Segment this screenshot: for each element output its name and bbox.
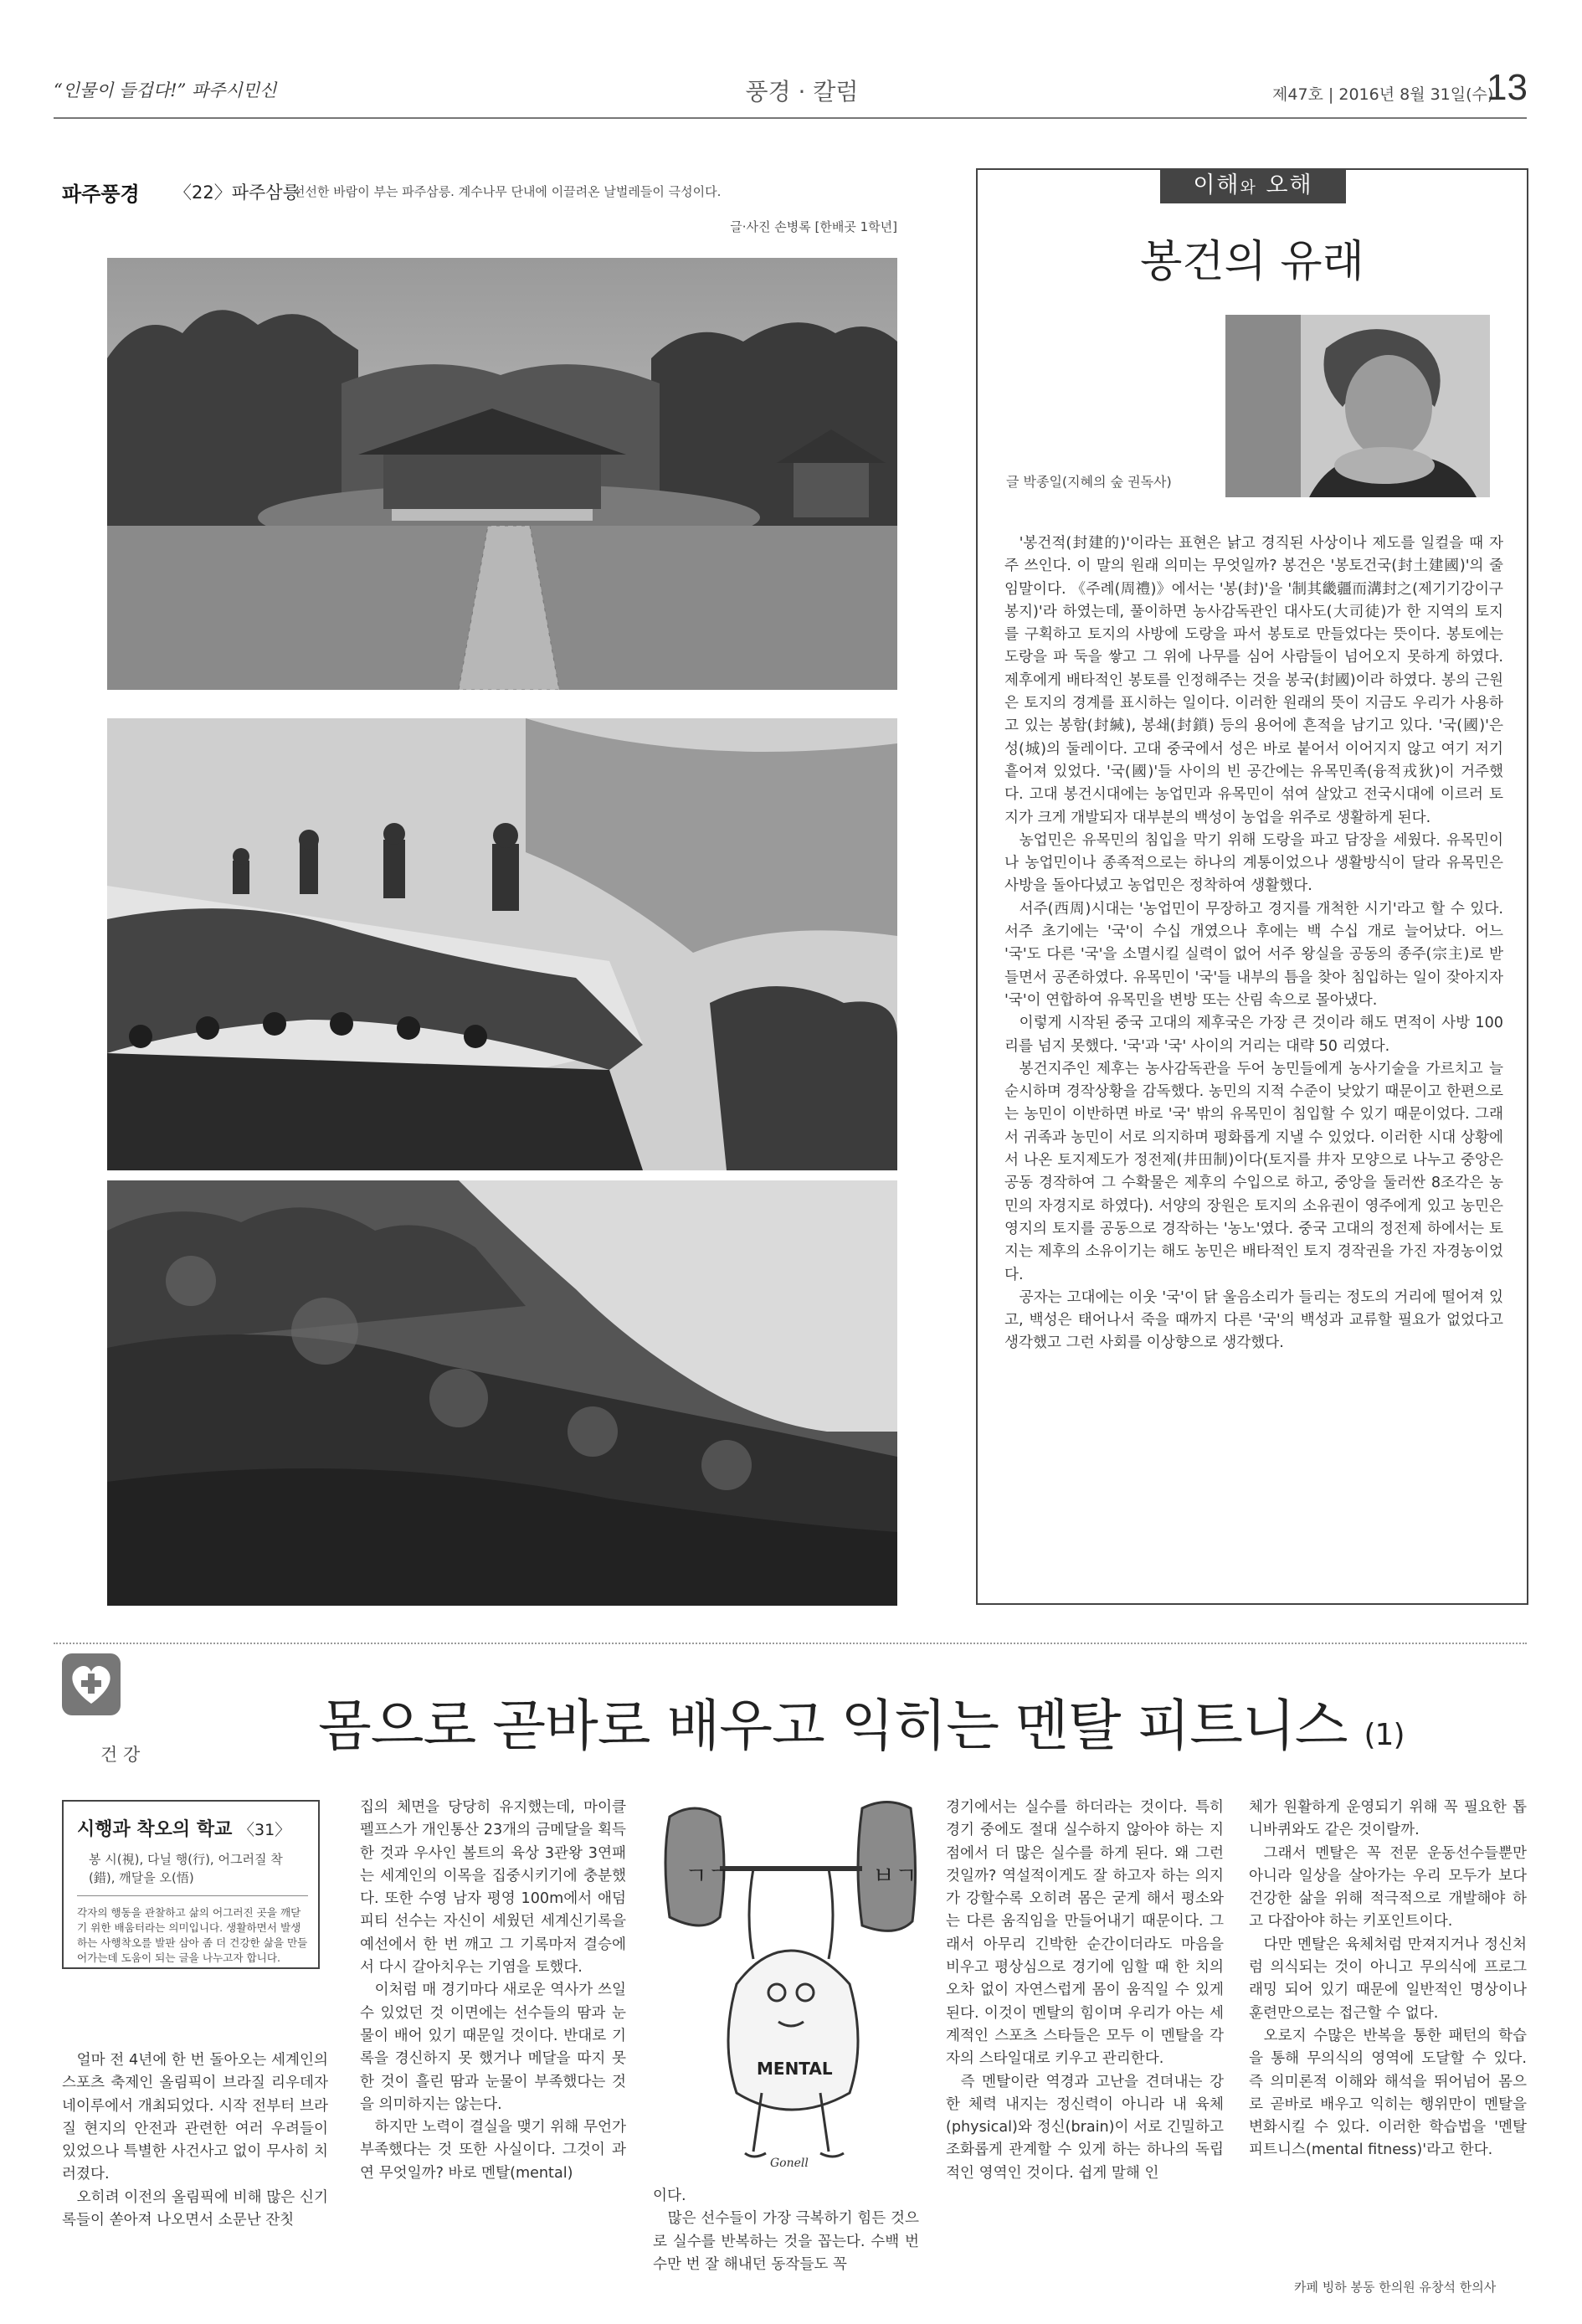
column-paragraph: 공자는 고대에는 이웃 '국'이 닭 울음소리가 들리는 정도의 거리에 떨어져 있고, 백성은 태어나서 죽을 때까지 다른 '국'의 백성과 교류할 필요가 없었다고 생각했고 그런 사회를 이상향으로 생각했다.: [1004, 1288, 1503, 1352]
section-divider: [54, 1643, 1527, 1644]
photo-roof-figures: [107, 718, 897, 1170]
health-paragraph: 그래서 멘탈은 꼭 전문 운동선수들뿐만 아니라 일상을 살아가는 우리 모두가 보다 건강한 삶을 위해 적극적으로 개발해야 하고 다잡아야 하는 키포인트이다.: [1249, 1844, 1527, 1931]
section-header: 풍경 · 칼럼: [745, 78, 859, 105]
sidebar-number: 〈31〉: [239, 1821, 291, 1839]
column-title: 봉건의 유래: [1140, 237, 1364, 287]
health-credit: 카페 빙하 봉동 한의원 유창석 한의사: [1294, 2280, 1497, 2295]
paju-section-label: 파주풍경: [62, 183, 140, 206]
illustration-right-text: ㅂㄱ: [872, 1862, 918, 1890]
health-label: 건 강: [100, 1745, 141, 1765]
health-column-3: [653, 2185, 919, 2276]
column-body: [1004, 532, 1503, 1355]
health-paragraph: 얼마 전 4년에 한 번 돌아오는 세계인의 스포츠 축제인 올림픽이 브라질 리우데자네이루에서 개최되었다. 시작 전부터 브라질 현지의 안전과 관련한 여러 우려들이 있었으나 특별한 사건사고 없이 무사히 치러졌다.: [62, 2052, 328, 2183]
column-tag: [1160, 168, 1346, 203]
author-photo: [1225, 315, 1490, 497]
illustration-left-text: ㄱㄱ: [685, 1862, 731, 1890]
health-paragraph: 즉 멘탈이란 역경과 고난을 견뎌내는 강한 체력 내지는 정신력이 아니라 내 육체(physical)와 정신(brain)이 서로 긴밀하고 조화롭게 관계할 수 있게 하는 하나의 독립적인 영역인 것이다. 쉽게 말해 인: [946, 2073, 1224, 2182]
photo-shrine: [107, 258, 897, 690]
column-tag-and: 와: [1240, 178, 1257, 197]
health-paragraph: 다만 멘탈은 육체처럼 만져지거나 정신처럼 의식되는 것이 아니고 무의식에 프로그래밍 되어 있기 때문에 일반적인 명상이나 훈련만으로는 접근할 수 없다.: [1249, 1936, 1527, 2022]
paju-series-number: 〈22〉파주삼릉: [174, 183, 300, 203]
column-tag-b: 오해: [1266, 172, 1313, 198]
health-paragraph: 이처럼 매 경기마다 새로운 역사가 쓰일 수 있었던 것 이면에는 선수들의 땀과 눈물이 배어 있기 때문일 것이다. 반대로 기록을 경신하지 못 했거나 메달을 따지 못 한 것이 흘린 땀과 눈물이 부족했다는 것을 의미하지는 않는다.: [360, 1982, 626, 2113]
column-paragraph: 이렇게 시작된 중국 고대의 제후국은 가장 큰 것이라 해도 면적이 사방 100 리를 넘지 못했다. '국'과 '국' 사이의 거리는 대략 50 리였다.: [1004, 1015, 1503, 1055]
health-paragraph: 경기에서는 실수를 하더라는 것이다. 특히 경기 중에도 절대 실수하지 않아야 하는 지점에서 더 많은 실수를 하게 된다. 왜 그런 것일까? 역설적이게도 잘 하고자 하는 의지가 강할수록 오히려 몸은 굳게 해서 평소와는 다른 움직임을 만들어내기 때문이다. 그래서 아무리 긴박한 순간이더라도 마음을 비우고 평상심으로 경기에 임할 때 한 치의 오차 없이 자연스럽게 몸이 움직일 수 있게 된다. 이것이 멘탈의 힘이며 우리가 아는 세계적인 스포츠 스타들은 모두 이 멘탈을 각자의 스타일대로 키우고 관리한다.: [946, 1799, 1224, 2068]
health-title-number: (1): [1364, 1718, 1405, 1752]
health-paragraph: 하지만 노력이 결실을 맺기 위해 무언가 부족했다는 것 또한 사실이다. 그것이 과연 무엇일까? 바로 멘탈(mental): [360, 2119, 626, 2182]
sidebar-note: 각자의 행동을 관찰하고 삶의 어그러진 곳을 깨닫기 위한 배움터라는 의미입니다. 생활하면서 발생하는 사행착오를 발판 삼아 좀 더 건강한 삶을 만들어가는데 도움이 되는 글을 나누고자 합니다.: [77, 1906, 308, 1964]
health-column-5: [1249, 1797, 1527, 2162]
paju-caption: 선선한 바람이 부는 파주삼릉. 계수나무 단내에 이끌려온 날벌레들이 극성이다.: [293, 184, 722, 199]
column-paragraph: 서주(西周)시대는 '농업민이 무장하고 경지를 개척한 시기'라고 할 수 있다. 서주 초기에는 '국'이 수십 개였으나 후에는 백 수십 개로 늘어났다. 어느 '국'도 다른 '국'을 소멸시킬 실력이 없어 서주 왕실을 공동의 종주(宗主)로 받들면서 공존하였다. 유목민이 '국'들 내부의 틈을 찾아 침입하는 일이 잦아지자 '국'이 연합하여 유목민을 변방 또는 산림 속으로 몰아냈다.: [1004, 900, 1503, 1009]
sidebar-subtitle: 봉 시(視), 다닐 행(行), 어그러질 착(錯), 깨달을 오(悟): [89, 1852, 283, 1885]
health-column-2: [360, 1797, 626, 2185]
illustration-label: MENTAL: [757, 2059, 833, 2079]
paju-credit: 글·사진 손병록 [한배곳 1학년]: [730, 219, 897, 234]
health-paragraph: 오히려 이전의 올림픽에 비해 많은 신기록들이 쏟아져 나오면서 소문난 잔칫: [62, 2188, 328, 2229]
sidebar-rule: [77, 1895, 308, 1896]
illustration-signature: Gonell: [770, 2157, 809, 2170]
masthead-logo: “인물이 들겁다!” 파주시민신: [54, 80, 277, 100]
health-paragraph: 많은 선수들이 가장 극복하기 힘든 것으로 실수를 반복하는 것을 꼽는다. 수백 번 수만 번 잘 해내던 동작들도 꼭: [653, 2210, 919, 2273]
health-paragraph: 체가 원활하게 운영되기 위해 꼭 필요한 톱니바퀴와도 같은 것이랄까.: [1249, 1799, 1527, 1839]
column-author: 글 박종일(지혜의 숲 권독사): [1006, 474, 1172, 490]
health-column-4: [946, 1797, 1224, 2185]
photo-forest: [107, 1180, 897, 1606]
sidebar-title-text: 시행과 착오의 학교: [77, 1819, 233, 1840]
issue-date: 제47호 | 2016년 8월 31일(수): [1272, 85, 1494, 104]
health-paragraph: 이다.: [653, 2188, 686, 2204]
column-paragraph: '봉건적(封建的)'이라는 표현은 낡고 경직된 사상이나 제도를 일컬을 때 자주 쓰인다. 이 말의 원래 의미는 무엇일까? 봉건은 '봉토건국(封土建國)'의 줄임말이다. 《주례(周禮)》에서는 '봉(封)'을 '制其畿疆而溝封之(제기기강이구봉지)'라 하였는데, 풀이하면 농사감독관인 대사도(大司徒)가 한 지역의 토지를 구획하고 토지의 사방에 도랑을 파서 봉토로 만들었다는 뜻이다. 봉토에는 도랑을 파 둑을 쌓고 그 위에 나무를 심어 사람들이 넘어오지 못하게 하였다. 제후에게 배타적인 봉토를 인정해주는 것을 봉국(封國)이라 하였다. 봉의 근원은 토지의 경계를 표시하는 일이다. 이러한 원래의 뜻이 지금도 우리가 사용하고 있는 봉함(封緘), 봉쇄(封鎖) 등의 용어에 흔적을 남기고 있다. '국(國)'은 성(城)의 둘레이다. 고대 중국에서 성은 바로 붙어서 이어지지 않고 여기 저기 흩어져 있었다. '국(國)'들 사이의 빈 공간에는 유목민족(융적戎狄)이 거주했다. 고대 봉건시대에는 농업민과 유목민이 섞여 살았고 전국시대에 이르러 토지가 크게 개발되자 대부분의 백성이 농업을 위주로 생활하게 된다.: [1004, 535, 1503, 826]
header-rule: [54, 117, 1527, 119]
health-paragraph: 집의 체면을 당당히 유지했는데, 마이클 펠프스가 개인통산 23개의 금메달을 획득한 것과 우사인 볼트의 육상 3관왕 3연패는 세계인의 이목을 집중시키기에 충분했다. 또한 수영 남자 평영 100m에서 애덤 피티 선수는 자신이 세웠던 세계신기록을 예선에서 한 번 깨고 그 기록마저 결승에서 다시 갈아치우는 기염을 토했다.: [360, 1799, 626, 1977]
sidebar-title: [77, 1815, 290, 1841]
mental-illustration: [653, 1792, 924, 2170]
column-paragraph: 봉건지주인 제후는 농사감독관을 두어 농민들에게 농사기술을 가르치고 늘 순시하며 경작상황을 감독했다. 농민의 지적 수준이 낮았기 때문이고 한편으로는 농민이 이반하면 바로 '국' 밖의 유목민이 침입할 수 있기 때문이었다. 그래서 귀족과 농민이 서로 의지하며 평화롭게 지낼 수 있었다. 이러한 시대 상황에서 나온 토지제도가 정전제(井田制)이다(토지를 井자 모양으로 나누고 중앙은 공동 경작하여 그 수확물은 제후의 수입으로 하고, 중앙을 둘러싼 8조각은 농민의 자경지로 하였다). 서양의 장원은 토지의 소유권이 영주에게 있고 농민은 영지의 토지를 공동으로 경작하는 '농노'였다. 중국 고대의 정전제 하에서는 토지는 제후의 소유이기는 해도 농민은 배타적인 토지 경작권을 가진 자경농이었다.: [1004, 1060, 1503, 1283]
column-paragraph: 농업민은 유목민의 침입을 막기 위해 도랑을 파고 담장을 세웠다. 유목민이나 농업민이나 종족적으로는 하나의 계통이었으나 생활방식이 달라 유목민은 사방을 돌아다녔고 농업민은 정착하여 생활했다.: [1004, 831, 1503, 895]
page-number: 13: [1487, 67, 1528, 108]
health-paragraph: 오로지 수많은 반복을 통한 패턴의 학습을 통해 무의식의 영역에 도달할 수 있다. 즉 의미론적 이해와 해석을 뛰어넘어 몸으로 곧바로 배우고 익히는 행위만이 멘탈을 변화시킬 수 있다. 이러한 학습법을 '멘탈 피트니스(mental fitness)'라고 한다.: [1249, 2027, 1527, 2159]
heart-icon: [62, 1653, 121, 1715]
health-title: [318, 1681, 1405, 1761]
health-title-text: 몸으로 곧바로 배우고 익히는 멘탈 피트니스: [318, 1694, 1348, 1758]
health-column-1: [62, 2049, 328, 2232]
column-tag-a: 이해: [1193, 172, 1240, 198]
